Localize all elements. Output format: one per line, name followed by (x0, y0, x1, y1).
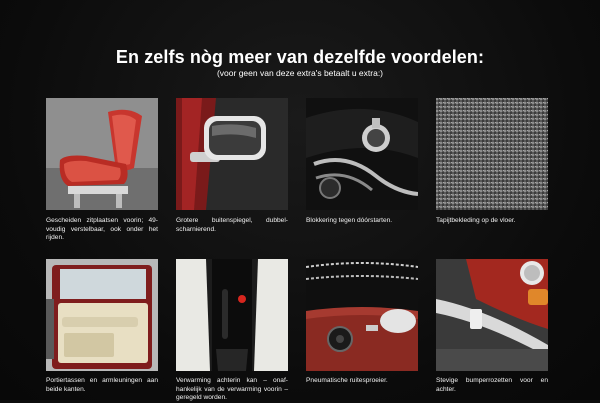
feature-caption: Blokkering tegen dóórstarten. (306, 217, 393, 224)
bumper-photo (436, 259, 548, 371)
feature-caption: Pneumatische ruitesproeier. (306, 377, 388, 384)
feature-caption: Stevige bumperrozetten voor en achter. (436, 377, 548, 393)
page-subtitle: (voor geen van deze extra's betaalt u extra:) (216, 68, 384, 78)
feature-caption: Grotere buitenspiegel, dubbel-scharnierend. (176, 217, 288, 233)
mirror-photo (176, 98, 288, 210)
ignition-lock-photo (306, 98, 418, 210)
rear-heater-photo (176, 259, 288, 371)
windshield-washer-photo (306, 259, 418, 371)
feature-caption: Verwarming achterin kan – onaf-hankelijk van de verwarming voorin – geregeld worden. (176, 377, 288, 402)
door-panel-photo (46, 259, 158, 371)
page-title: En zelfs nòg meer van dezelfde voordelen: (115, 47, 485, 67)
feature-caption: Gescheiden zitplaatsen voorin; 49-voudig verstelbaar, ook onder het rijden. (46, 217, 158, 242)
seat-photo (46, 98, 158, 210)
feature-caption: Tapijtbekleding op de vloer. (436, 217, 516, 224)
carpet-photo (436, 98, 548, 210)
feature-caption: Portiertassen en armleuningen aan beide kanten. (46, 377, 158, 393)
